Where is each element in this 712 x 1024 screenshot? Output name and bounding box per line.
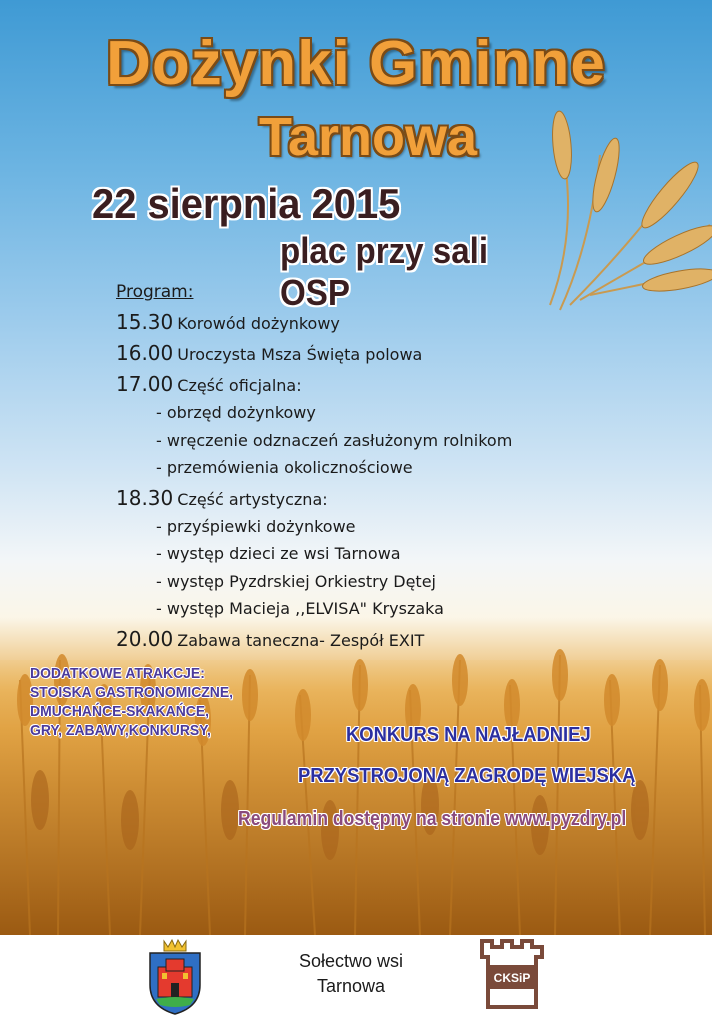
program-subitem: - występ dzieci ze wsi Tarnowa [156,544,401,563]
extra-attractions [30,664,290,740]
program-time: 15.30 [116,310,174,334]
program-text: Część artystyczna: [177,490,328,509]
program-time: 20.00 [116,627,174,651]
program-subitem: - obrzęd dożynkowy [156,403,316,422]
program-item [116,310,340,334]
attractions-heading: DODATKOWE ATRAKCJE: [30,665,205,682]
program-text: Zabawa taneczna- Zespół EXIT [177,631,425,650]
program-subitem: - przemówienia okolicznościowe [156,458,413,477]
program-heading: Program: [116,282,194,302]
contest-title-line2: PRZYSTROJONĄ ZAGRODĘ WIEJSKĄ [298,765,636,787]
contest-rules-link[interactable]: Regulamin dostępny na stronie www.pyzdry.pl [238,808,627,830]
footer-line2: Tarnowa [316,976,386,996]
program-text: Część oficjalna: [177,376,302,395]
footer-organizer [266,949,436,999]
event-place: plac przy sali OSP [280,230,489,313]
program-item [116,341,422,365]
program-subitem: - występ Macieja ,,ELVISA" Kryszaka [156,599,444,618]
cksip-logo-text: CKSiP [493,971,531,985]
event-title: Dożynki Gminne [106,29,606,98]
program-subitem: - wręczenie odznaczeń zasłużonym rolnikom [156,431,513,450]
program-text: Korowód dożynkowy [177,314,340,333]
footer-line1: Sołectwo wsi [298,951,404,971]
attractions-item: DMUCHAŃCE-SKAKAŃCE, [30,703,210,720]
program-item [116,372,302,396]
program-time: 16.00 [116,341,174,365]
program-subitem: - występ Pyzdrskiej Orkiestry Dętej [156,572,436,591]
program-time: 18.30 [116,486,174,510]
program-item [116,627,424,651]
attractions-item: GRY, ZABAWY,KONKURSY, [30,722,211,739]
program-time: 17.00 [116,372,174,396]
coat-of-arms-icon [146,937,204,1015]
footer [0,935,712,1024]
cksip-logo-icon [478,935,546,1013]
contest-title-line1: KONKURS NA NAJŁADNIEJ [346,724,591,746]
attractions-item: STOISKA GASTRONOMICZNE, [30,684,234,701]
event-subtitle: Tarnowa [258,107,478,167]
event-date: 22 sierpnia 2015 [92,180,401,227]
program-text: Uroczysta Msza Święta polowa [177,345,423,364]
program-item [116,486,328,510]
program-subitem: - przyśpiewki dożynkowe [156,517,356,536]
